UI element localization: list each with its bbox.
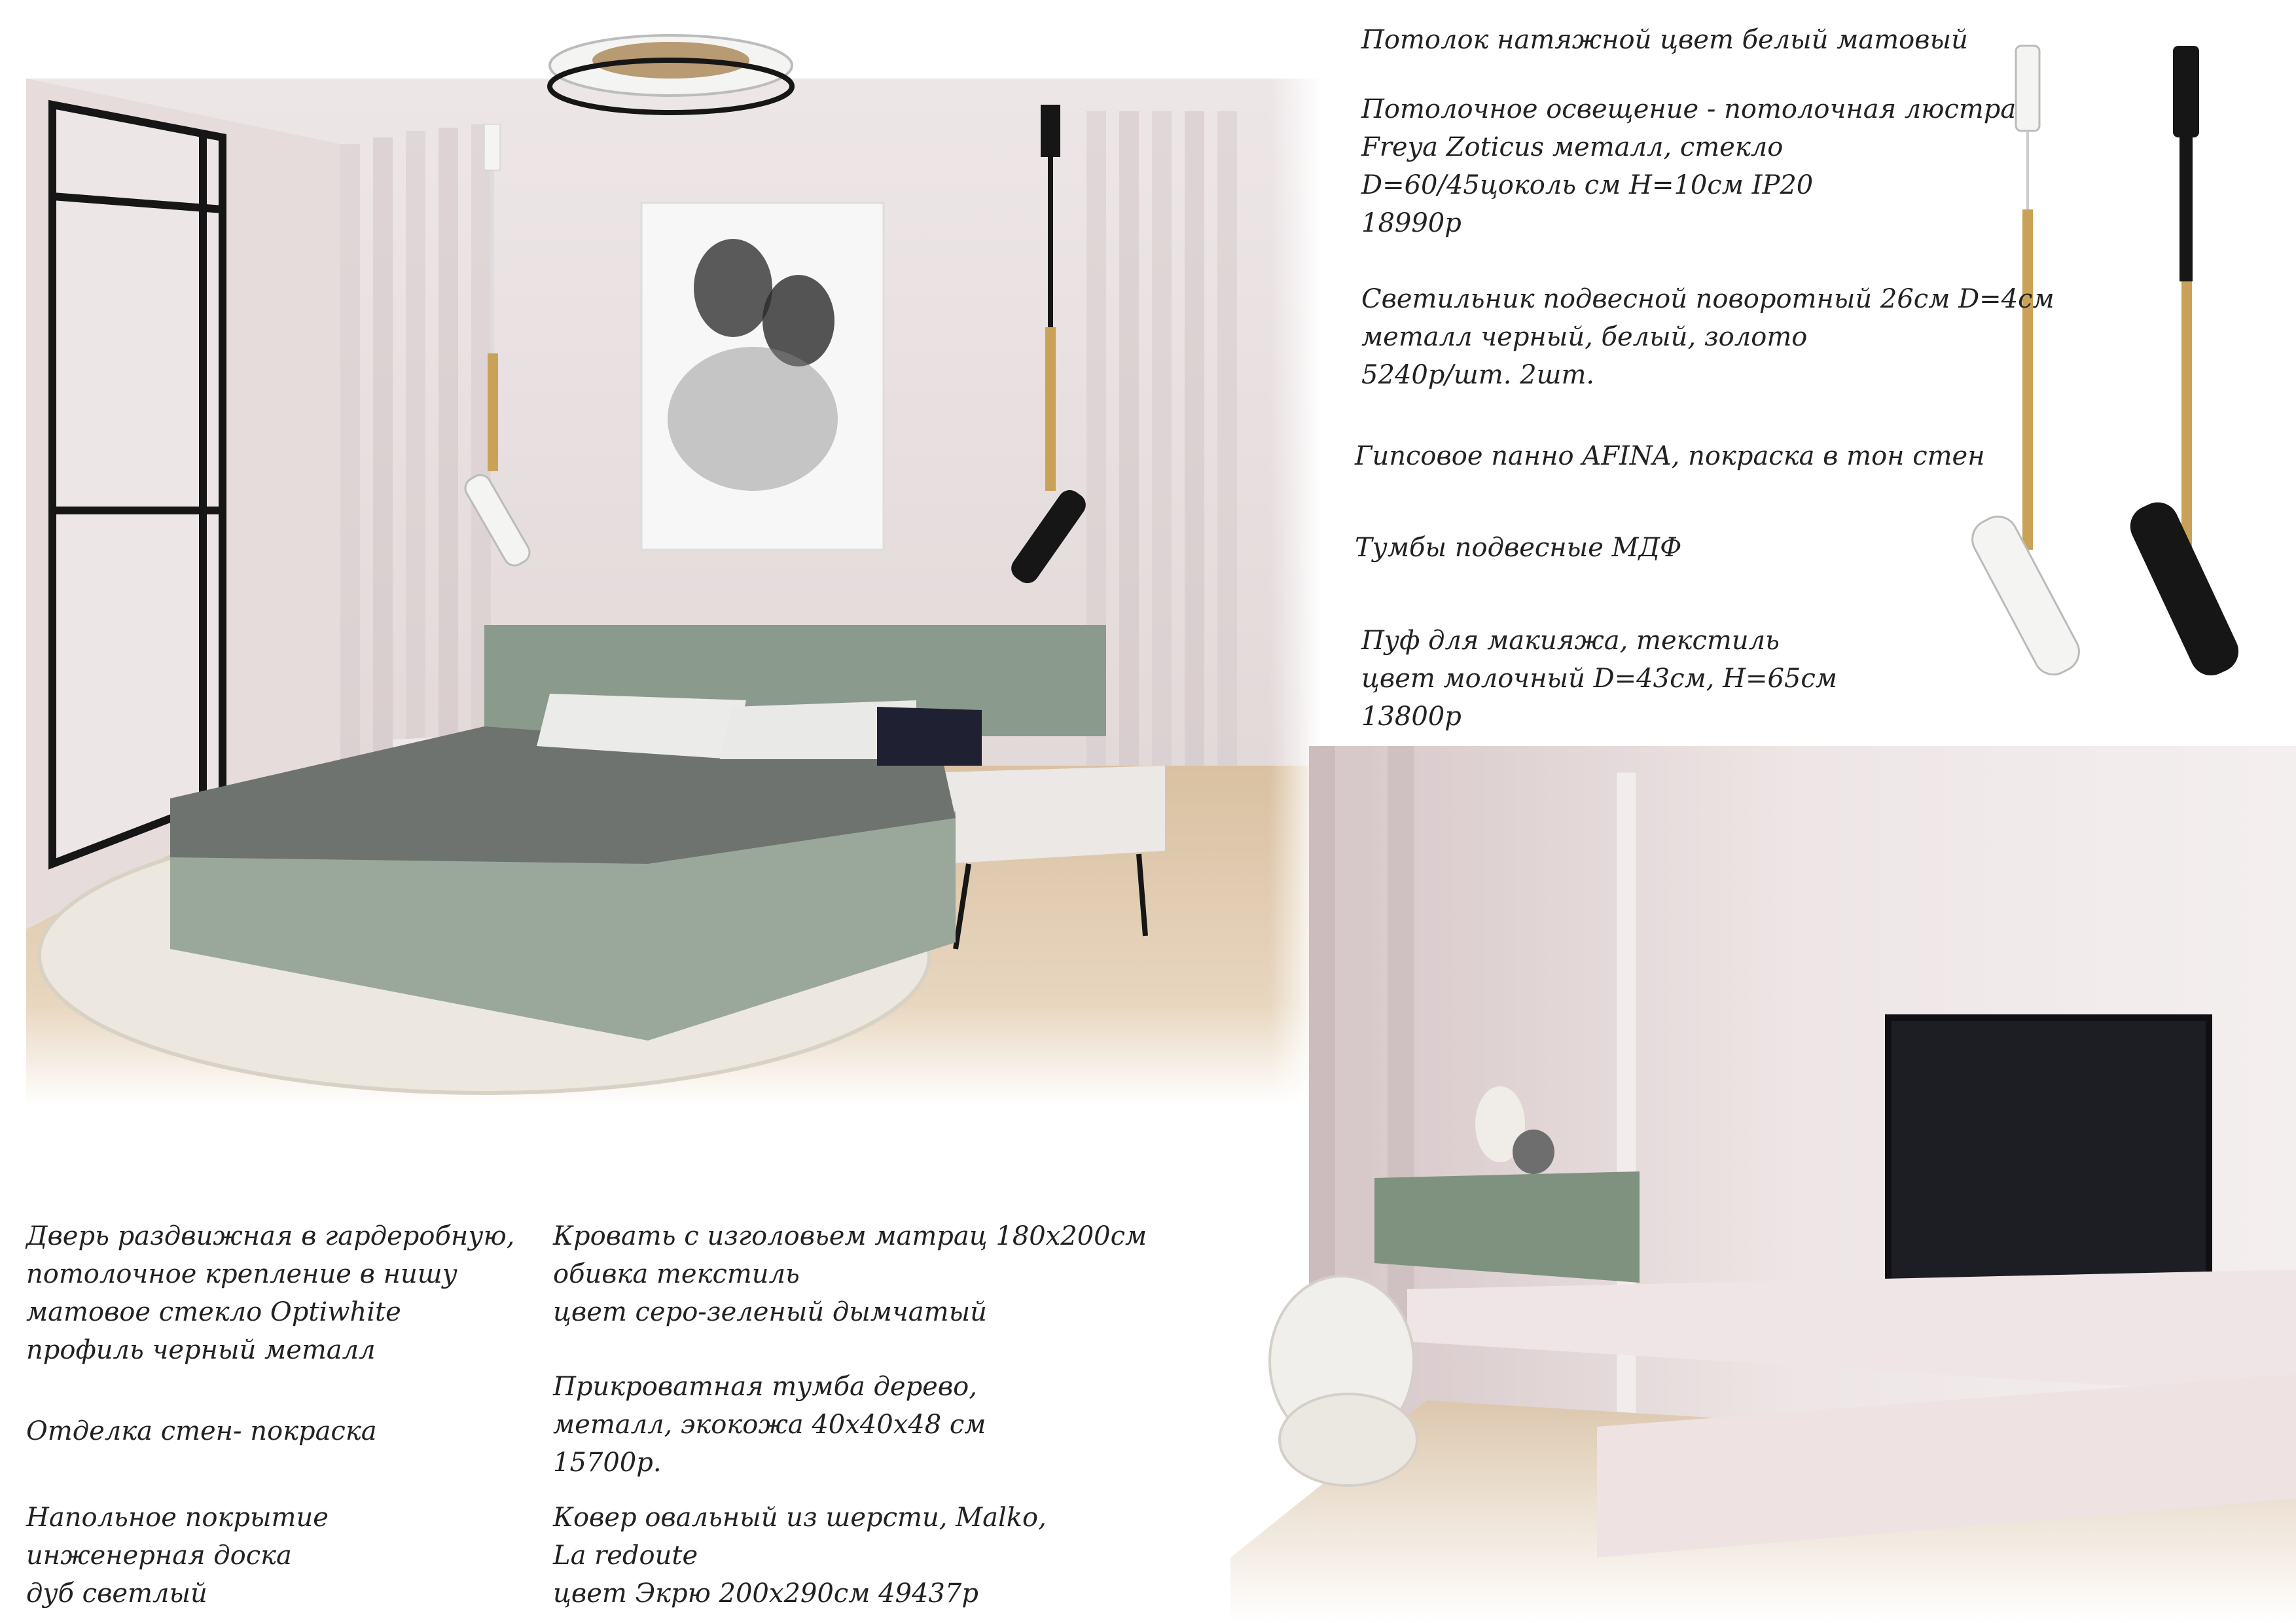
- wall-artwork: [641, 203, 884, 550]
- bedroom-illustration: [26, 13, 1322, 1106]
- note-walls: Отделка стен- покраска: [26, 1416, 377, 1446]
- tv-zone-render: [1230, 746, 2296, 1623]
- note-door: Дверь раздвижная в гардеробную, потолочное крепление в нишу матовое стекло Optiwhite профиль черный металл: [26, 1221, 515, 1365]
- tv-screen: [1892, 1021, 2206, 1296]
- pendant-black-product: [2123, 46, 2238, 683]
- spec-ceiling: Потолок натяжной цвет белый матовый: [1361, 25, 1968, 55]
- tv-zone-illustration: [1230, 746, 2296, 1623]
- spec-panel: Гипсовое панно AFINA, покраска в тон стен: [1355, 441, 1985, 471]
- bedroom-render: [26, 13, 1322, 1106]
- makeup-pouf: [1270, 1276, 1417, 1486]
- wall-niche-edge: [1617, 772, 1636, 1459]
- makeup-shelf: [1374, 1171, 1640, 1283]
- spec-pouf: Пуф для макияжа, текстиль цвет молочный D=43см, H=65см 13800р: [1361, 626, 1837, 732]
- note-rug: Ковер овальный из шерсти, Malko, La redoute цвет Экрю 200х290см 49437р: [553, 1503, 1047, 1609]
- spec-cabinets: Тумбы подвесные МДФ: [1355, 533, 1682, 563]
- sliding-door: [52, 105, 223, 864]
- spec-pendant: Светильник подвесной поворотный 26см D=4см металл черный, белый, золото 5240р/шт. 2шт.: [1361, 284, 2054, 390]
- note-bed: Кровать с изголовьем матрац 180х200см обивка текстиль цвет серо-зеленый дымчатый: [553, 1221, 1147, 1327]
- note-nightstand: Прикроватная тумба дерево, металл, экокожа 40х40х48 см 15700р.: [553, 1372, 986, 1478]
- note-floor: Напольное покрытие инженерная доска дуб светлый: [26, 1503, 329, 1609]
- spec-ceiling-light: Потолочное освещение - потолочная люстра Freya Zoticus металл, стекло D=60/45цоколь см H=10см IP20 18990р: [1361, 94, 2017, 238]
